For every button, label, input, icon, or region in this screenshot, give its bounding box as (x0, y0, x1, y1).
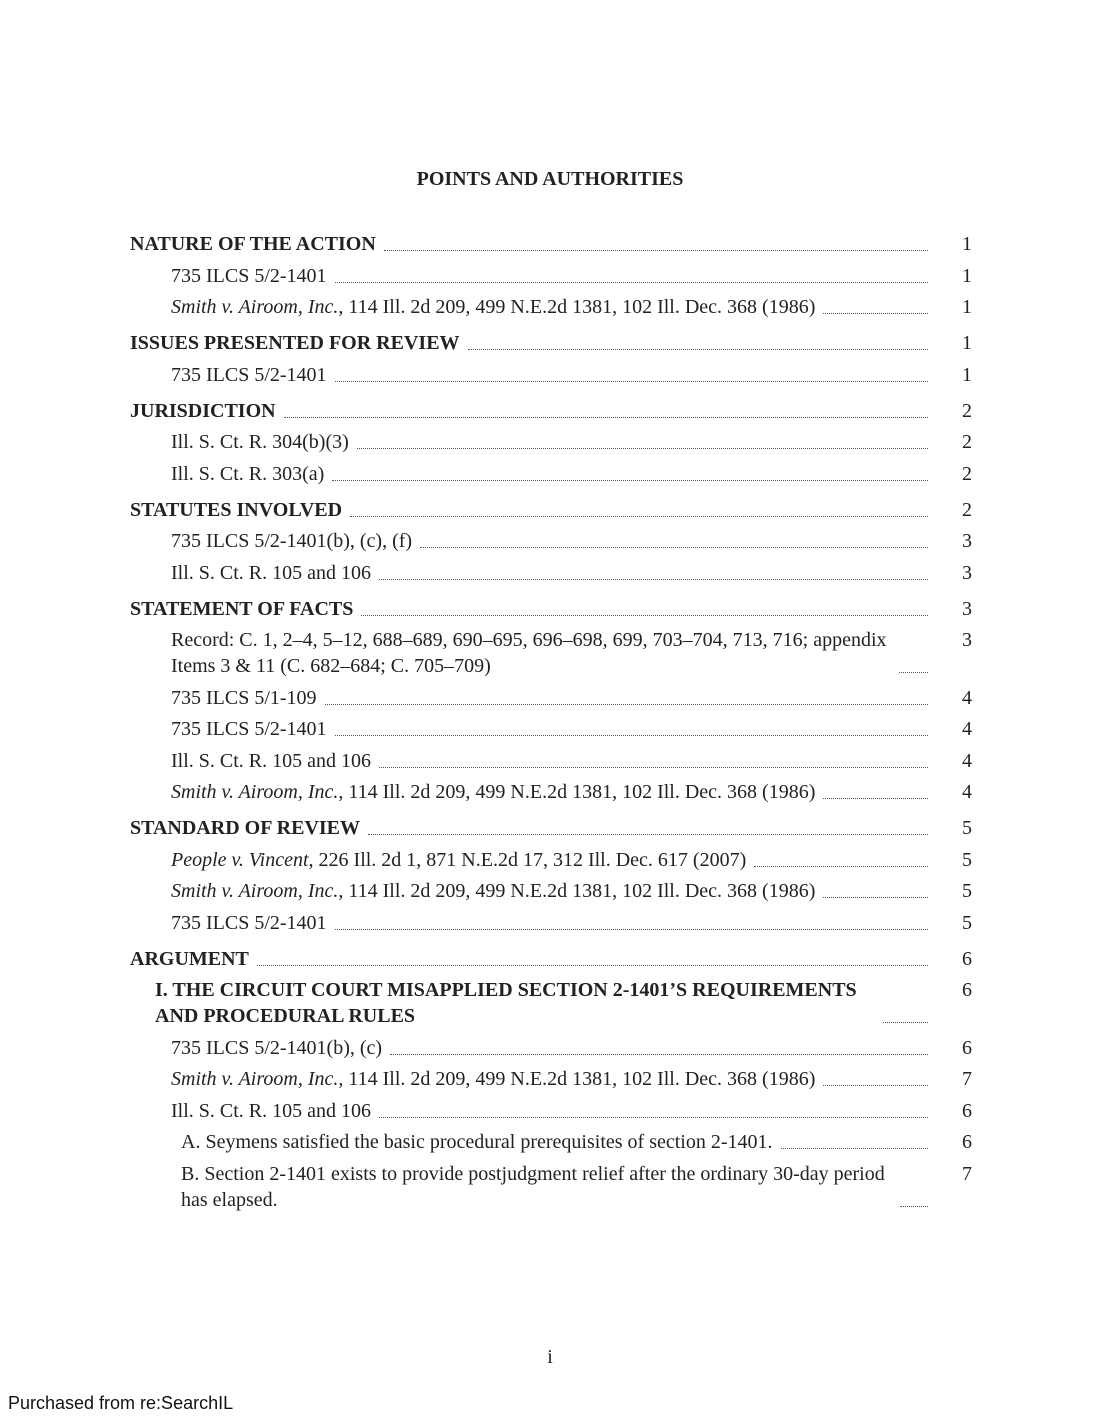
toc-entry[interactable] (130, 461, 972, 487)
toc-heading[interactable] (130, 946, 972, 972)
entry-text: Ill. S. Ct. R. 105 and 106 (171, 749, 372, 772)
heading-text: JURISDICTION (130, 399, 276, 422)
entry-text: Ill. S. Ct. R. 304(b)(3) (171, 431, 349, 453)
toc-section-issues-presented (130, 330, 972, 388)
toc-entry[interactable] (130, 878, 972, 904)
dot-leader (390, 1054, 928, 1055)
dot-leader (361, 615, 928, 616)
entry-text (171, 878, 815, 904)
toc-point[interactable] (130, 1161, 972, 1213)
toc-section-argument (130, 946, 972, 1213)
page-ref: 4 (962, 749, 972, 772)
page-ref: 5 (962, 848, 972, 871)
purchase-footer: Purchased from re:SearchIL (8, 1393, 234, 1413)
page-ref: 6 (962, 1036, 972, 1059)
dot-leader (325, 704, 928, 705)
toc-section-jurisdiction (130, 398, 972, 487)
point-text: A. Seymens satisfied the basic procedural prerequisites of section 2-1401. (181, 1131, 773, 1153)
toc-point[interactable] (130, 1129, 972, 1155)
dot-leader (335, 735, 928, 736)
page-ref: 3 (962, 530, 972, 552)
page-title: POINTS AND AUTHORITIES (416, 168, 684, 190)
toc-entry[interactable] (130, 685, 972, 711)
page-ref: 1 (962, 332, 972, 354)
toc-entry[interactable] (130, 748, 972, 774)
toc-entry[interactable] (130, 716, 972, 742)
dot-leader (368, 834, 928, 835)
dot-leader (379, 767, 928, 768)
dot-leader (883, 1022, 928, 1023)
dot-leader (350, 516, 928, 517)
toc-section-statutes-involved (130, 497, 972, 586)
entry-text: Ill. S. Ct. R. 303(a) (171, 462, 325, 485)
dot-leader (357, 448, 928, 449)
heading-text: ARGUMENT (130, 947, 249, 970)
page-ref: 6 (962, 979, 972, 1001)
toc-subheading[interactable] (130, 977, 972, 1029)
page-ref: 3 (962, 561, 972, 584)
page-ref: 5 (962, 880, 972, 902)
toc-entry[interactable] (130, 263, 972, 289)
dot-leader (379, 1117, 928, 1118)
toc-entry[interactable] (130, 779, 972, 805)
dot-leader (899, 672, 928, 673)
citation: , 114 Ill. 2d 209, 499 N.E.2d 1381, 102 Ill. Dec. 368 (1986) (338, 1068, 816, 1090)
toc-entry[interactable] (130, 560, 972, 586)
toc-entry[interactable] (130, 528, 972, 554)
case-name: People v. Vincent (171, 848, 309, 871)
entry-text: Ill. S. Ct. R. 105 and 106 (171, 1099, 372, 1122)
dot-leader (335, 929, 928, 930)
toc-section-statement-of-facts (130, 596, 972, 806)
page-ref: 2 (962, 431, 972, 453)
page-ref: 1 (962, 296, 972, 318)
toc-entry[interactable] (130, 627, 972, 679)
point-text: B. Section 2-1401 exists to provide postjudgment relief after the ordinary 30-day period has elapsed. (181, 1162, 885, 1211)
dot-leader (335, 381, 928, 382)
page-ref: 4 (962, 718, 972, 740)
page-ref: 3 (962, 629, 972, 651)
dot-leader (823, 897, 928, 898)
page-ref: 6 (962, 947, 972, 970)
page-ref: 7 (962, 1162, 972, 1185)
entry-text: Record: C. 1, 2–4, 5–12, 688–689, 690–695, 696–698, 699, 703–704, 713, 716; appendix Items 3 & 11 (C. 682–684; C. 705–709) (171, 629, 887, 677)
entry-text: 735 ILCS 5/2-1401(b), (c) (171, 1036, 383, 1059)
dot-leader (468, 349, 928, 350)
dot-leader (257, 965, 928, 966)
dot-leader (823, 313, 928, 314)
toc-heading[interactable] (130, 596, 972, 622)
page-ref: 6 (962, 1131, 972, 1153)
entry-text: 735 ILCS 5/2-1401 (171, 264, 327, 287)
toc-section-nature-of-the-action (130, 231, 972, 320)
citation: , 114 Ill. 2d 209, 499 N.E.2d 1381, 102 Ill. Dec. 368 (1986) (338, 781, 816, 803)
toc-heading[interactable] (130, 497, 972, 523)
toc-entry[interactable] (130, 1098, 972, 1124)
page-ref: 5 (962, 817, 972, 839)
dot-leader (284, 417, 928, 418)
page-ref: 2 (962, 399, 972, 422)
entry-text: 735 ILCS 5/2-1401 (171, 911, 327, 934)
subheading-text: I. THE CIRCUIT COURT MISAPPLIED SECTION 2-1401’S REQUIREMENTS AND PROCEDURAL RULES (155, 979, 857, 1027)
entry-text (171, 847, 746, 873)
case-name: Smith v. Airoom, Inc. (171, 880, 339, 902)
toc-entry[interactable] (130, 429, 972, 455)
heading-text: STATEMENT OF FACTS (130, 597, 354, 620)
dot-leader (420, 547, 928, 548)
page-ref: 3 (962, 597, 972, 620)
dot-leader (379, 579, 928, 580)
entry-text: 735 ILCS 5/2-1401 (171, 718, 327, 740)
entry-text: 735 ILCS 5/1-109 (171, 686, 317, 709)
page-ref: 2 (962, 462, 972, 485)
page-ref: 1 (962, 233, 972, 255)
dot-leader (823, 1085, 928, 1086)
toc-entry[interactable] (130, 910, 972, 936)
case-name: Smith v. Airoom, Inc. (171, 781, 339, 803)
entry-text (171, 779, 815, 805)
entry-text: 735 ILCS 5/2-1401 (171, 363, 327, 386)
heading-text: ISSUES PRESENTED FOR REVIEW (130, 332, 460, 354)
citation: , 226 Ill. 2d 1, 871 N.E.2d 17, 312 Ill. Dec. 617 (2007) (308, 848, 747, 871)
page-ref: 6 (962, 1099, 972, 1122)
page-ref: 2 (962, 498, 972, 521)
citation: , 114 Ill. 2d 209, 499 N.E.2d 1381, 102 Ill. Dec. 368 (1986) (338, 296, 816, 318)
entry-text (171, 1066, 815, 1092)
dot-leader (335, 282, 928, 283)
heading-text: STATUTES INVOLVED (130, 498, 343, 521)
toc-entry[interactable] (130, 1066, 972, 1092)
page-ref: 1 (962, 363, 972, 386)
page-number: i (547, 1346, 553, 1368)
toc-section-standard-of-review (130, 815, 972, 936)
heading-text: NATURE OF THE ACTION (130, 233, 376, 255)
case-name: Smith v. Airoom, Inc. (171, 1068, 339, 1090)
dot-leader (384, 250, 928, 251)
toc-entry[interactable] (130, 294, 972, 320)
toc-heading[interactable] (130, 231, 972, 257)
toc-entry[interactable] (130, 1035, 972, 1061)
dot-leader (781, 1148, 928, 1149)
dot-leader (754, 866, 928, 867)
case-name: Smith v. Airoom, Inc. (171, 296, 339, 318)
toc-entry[interactable] (130, 362, 972, 388)
dot-leader (900, 1206, 928, 1207)
page-ref: 4 (962, 781, 972, 803)
page-ref: 5 (962, 911, 972, 934)
page-ref: 1 (962, 264, 972, 287)
toc-heading[interactable] (130, 815, 972, 841)
entry-text: Ill. S. Ct. R. 105 and 106 (171, 561, 372, 584)
heading-text: STANDARD OF REVIEW (130, 817, 361, 839)
dot-leader (332, 480, 928, 481)
toc-entry[interactable] (130, 847, 972, 873)
table-of-contents (130, 231, 972, 1223)
citation: , 114 Ill. 2d 209, 499 N.E.2d 1381, 102 Ill. Dec. 368 (1986) (338, 880, 816, 902)
page-ref: 7 (962, 1068, 972, 1090)
page-ref: 4 (962, 686, 972, 709)
toc-heading[interactable] (130, 330, 972, 356)
entry-text: 735 ILCS 5/2-1401(b), (c), (f) (171, 530, 413, 552)
toc-heading[interactable] (130, 398, 972, 424)
entry-text (171, 294, 815, 320)
dot-leader (823, 798, 928, 799)
